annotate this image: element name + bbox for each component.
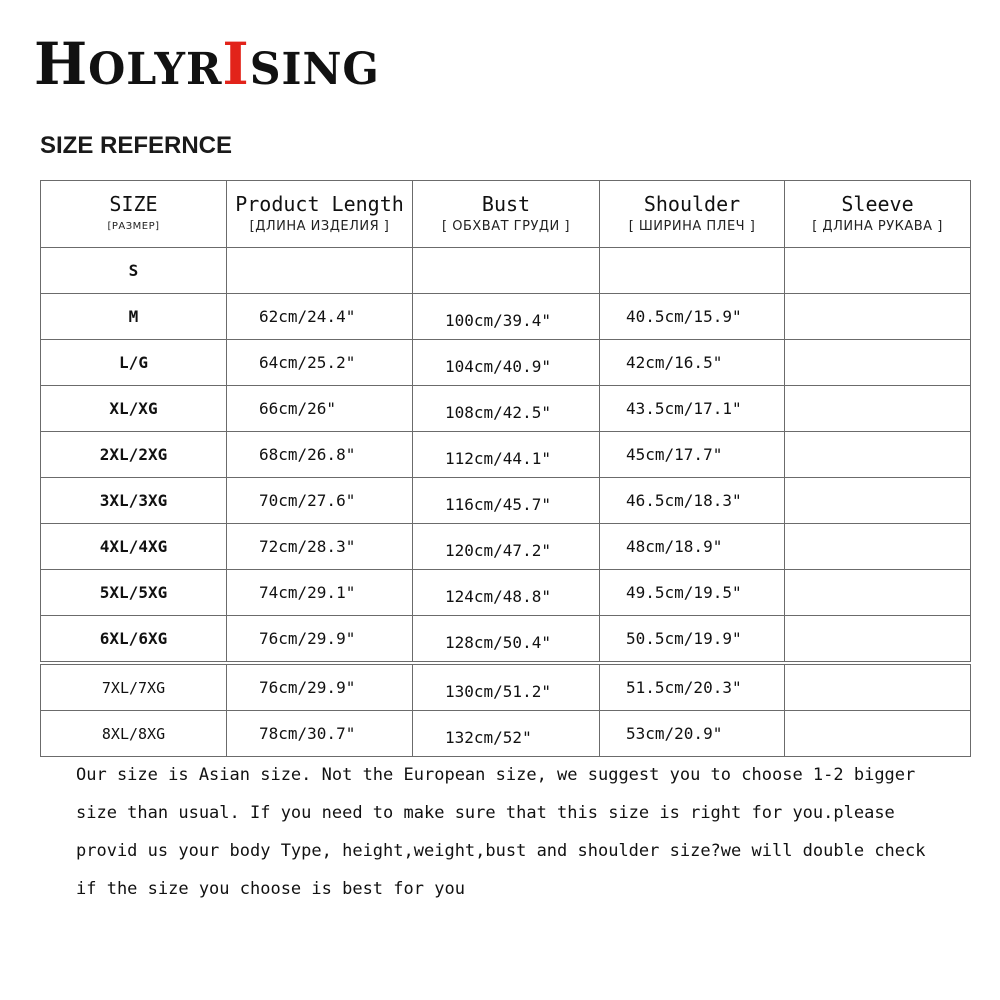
table-row (41, 616, 971, 664)
cell-size: M (41, 294, 227, 340)
cell-size: 7XL/7XG (41, 663, 227, 711)
cell-bust: 130cm/51.2" (413, 663, 600, 711)
brand-logo: HOLYRISING (34, 30, 380, 98)
column-header-sleeve (785, 181, 971, 248)
column-header-label-ru: [ ШИРИНА ПЛЕЧ ] (628, 219, 756, 234)
cell-length: 76cm/29.9" (227, 663, 413, 711)
cell-length: 62cm/24.4" (227, 294, 413, 340)
table-row (41, 711, 971, 757)
cell-shoulder: 49.5cm/19.5" (600, 570, 785, 616)
cell-shoulder: 40.5cm/15.9" (600, 294, 785, 340)
cell-size: 6XL/6XG (41, 616, 227, 664)
cell-sleeve (785, 340, 971, 386)
cell-size: 3XL/3XG (41, 478, 227, 524)
table-row (41, 386, 971, 432)
cell-shoulder: 51.5cm/20.3" (600, 663, 785, 711)
cell-sleeve (785, 711, 971, 757)
column-header-label: Product Length (235, 192, 404, 216)
column-header-shoulder (600, 181, 785, 248)
column-header-label: Bust (481, 192, 531, 216)
cell-length: 64cm/25.2" (227, 340, 413, 386)
cell-shoulder: 43.5cm/17.1" (600, 386, 785, 432)
cell-bust: 108cm/42.5" (413, 386, 600, 432)
cell-sleeve (785, 570, 971, 616)
cell-size: XL/XG (41, 386, 227, 432)
column-header-length (227, 181, 413, 248)
cell-length: 66cm/26" (227, 386, 413, 432)
cell-bust: 120cm/47.2" (413, 524, 600, 570)
table-row (41, 524, 971, 570)
size-advice-note (76, 756, 986, 908)
column-header-label-ru: [ ДЛИНА РУКАВА ] (812, 219, 943, 234)
cell-sleeve (785, 432, 971, 478)
cell-size: 4XL/4XG (41, 524, 227, 570)
table-row (41, 478, 971, 524)
cell-length: 76cm/29.9" (227, 616, 413, 664)
cell-bust: 104cm/40.9" (413, 340, 600, 386)
cell-bust: 124cm/48.8" (413, 570, 600, 616)
cell-bust: 112cm/44.1" (413, 432, 600, 478)
cell-length: 74cm/29.1" (227, 570, 413, 616)
table-row (41, 570, 971, 616)
cell-shoulder: 45cm/17.7" (600, 432, 785, 478)
cell-shoulder (600, 248, 785, 294)
cell-shoulder: 42cm/16.5" (600, 340, 785, 386)
cell-sleeve (785, 663, 971, 711)
note-line: size than usual. If you need to make sure that this size is right for you.please (76, 803, 895, 823)
cell-shoulder: 46.5cm/18.3" (600, 478, 785, 524)
cell-shoulder: 48cm/18.9" (600, 524, 785, 570)
cell-size: 8XL/8XG (41, 711, 227, 757)
cell-bust: 128cm/50.4" (413, 616, 600, 664)
cell-bust: 132cm/52" (413, 711, 600, 757)
cell-length (227, 248, 413, 294)
cell-size: L/G (41, 340, 227, 386)
column-header-label: Sleeve (841, 192, 914, 216)
cell-sleeve (785, 248, 971, 294)
cell-bust: 100cm/39.4" (413, 294, 600, 340)
note-line: provid us your body Type, height,weight,bust and shoulder size?we will double check (76, 841, 926, 861)
note-line: Our size is Asian size. Not the European size, we suggest you to choose 1-2 bigger (76, 765, 916, 785)
table-row (41, 294, 971, 340)
column-header-label: Shoulder (643, 192, 741, 216)
cell-sleeve (785, 294, 971, 340)
note-line: if the size you choose is best for you (76, 879, 465, 899)
cell-sleeve (785, 386, 971, 432)
cell-length: 68cm/26.8" (227, 432, 413, 478)
page-title: SIZE REFERNCE (40, 132, 233, 159)
table-row (41, 432, 971, 478)
cell-sleeve (785, 524, 971, 570)
table-row (41, 340, 971, 386)
cell-sleeve (785, 478, 971, 524)
cell-bust (413, 248, 600, 294)
table-header-row (41, 181, 971, 248)
cell-length: 72cm/28.3" (227, 524, 413, 570)
cell-shoulder: 53cm/20.9" (600, 711, 785, 757)
column-header-label-ru: [РАЗМЕР] (107, 221, 160, 232)
cell-size: S (41, 248, 227, 294)
cell-length: 70cm/27.6" (227, 478, 413, 524)
cell-size: 5XL/5XG (41, 570, 227, 616)
column-header-size (41, 181, 227, 248)
cell-length: 78cm/30.7" (227, 711, 413, 757)
column-header-label-ru: [ ОБХВАТ ГРУДИ ] (442, 219, 570, 234)
column-header-label: SIZE (109, 192, 158, 216)
cell-sleeve (785, 616, 971, 664)
table-row (41, 248, 971, 294)
column-header-label-ru: [ДЛИНА ИЗДЕЛИЯ ] (249, 219, 390, 234)
cell-bust: 116cm/45.7" (413, 478, 600, 524)
cell-size: 2XL/2XG (41, 432, 227, 478)
size-chart-table (40, 180, 971, 757)
table-row (41, 663, 971, 711)
cell-shoulder: 50.5cm/19.9" (600, 616, 785, 664)
column-header-bust (413, 181, 600, 248)
